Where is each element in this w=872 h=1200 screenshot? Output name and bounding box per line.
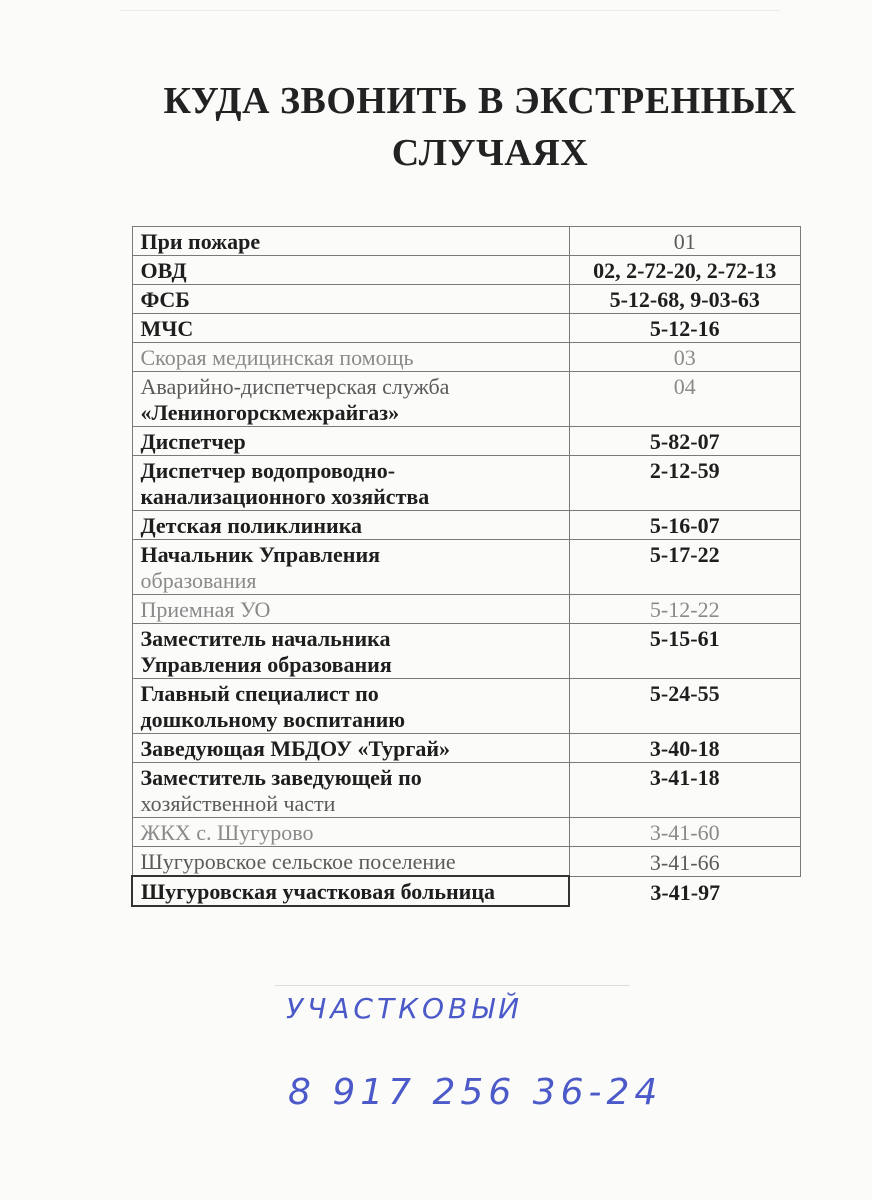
service-name	[132, 511, 569, 540]
phone-number: 5-82-07	[569, 427, 801, 456]
service-name-line: Детская поликлиника	[140, 513, 363, 538]
service-name	[132, 314, 569, 343]
phone-number: 2-12-59	[569, 456, 801, 511]
title-line-2: СЛУЧАЯХ	[391, 132, 589, 174]
service-name	[132, 343, 569, 372]
phone-number: 3-41-18	[569, 763, 801, 818]
service-name	[132, 372, 569, 427]
table-row	[132, 818, 801, 847]
service-name	[132, 734, 569, 763]
service-name-line: Начальник Управления	[140, 542, 381, 567]
table-row	[132, 343, 801, 372]
service-name-line: Заместитель начальника	[140, 626, 391, 651]
service-name-line: образования	[140, 568, 257, 593]
table-row	[132, 763, 801, 818]
table-row	[132, 456, 801, 511]
divider-line	[275, 985, 630, 986]
table-row	[132, 595, 801, 624]
service-name-line: Шугуровское сельское поселение	[140, 849, 456, 874]
service-name-line: ЖКХ с. Шугурово	[140, 820, 314, 845]
table-row	[132, 734, 801, 763]
service-name	[132, 227, 569, 256]
table-row	[132, 679, 801, 734]
page-title	[120, 75, 840, 179]
phone-number: 3-41-60	[569, 818, 801, 847]
handwritten-phone: 8 917 256 36-24	[288, 1072, 663, 1113]
emergency-contacts-table	[131, 226, 801, 907]
service-name-line: канализационного хозяйства	[140, 484, 430, 509]
service-name-line: «Лениногорскмежрайгаз»	[140, 400, 400, 425]
table-row	[132, 876, 801, 906]
phone-number: 5-24-55	[569, 679, 801, 734]
service-name	[132, 624, 569, 679]
phone-number: 04	[569, 372, 801, 427]
service-name	[132, 456, 569, 511]
service-name	[132, 818, 569, 847]
phone-number: 3-41-97	[569, 876, 801, 906]
table-row	[132, 314, 801, 343]
service-name-line: Диспетчер водопроводно-	[140, 458, 396, 483]
service-name-line: Шугуровская участковая больница	[141, 879, 496, 904]
table-row	[132, 511, 801, 540]
table-row	[132, 624, 801, 679]
phone-number: 03	[569, 343, 801, 372]
phone-number: 5-12-68, 9-03-63	[569, 285, 801, 314]
service-name	[132, 595, 569, 624]
service-name	[132, 876, 569, 906]
phone-number: 5-12-16	[569, 314, 801, 343]
service-name-line: Управления образования	[140, 652, 392, 677]
phone-number: 5-12-22	[569, 595, 801, 624]
service-name-line: Аварийно-диспетчерская служба	[140, 374, 450, 399]
service-name	[132, 540, 569, 595]
service-name-line: дошкольному воспитанию	[140, 707, 406, 732]
service-name-line: При пожаре	[140, 229, 261, 254]
phone-number: 01	[569, 227, 801, 256]
service-name-line: хозяйственной части	[140, 791, 336, 816]
service-name-line: Заведующая МБДОУ «Тургай»	[140, 736, 450, 761]
phone-number: 3-41-66	[569, 847, 801, 877]
service-name-line: ФСБ	[140, 287, 190, 312]
table-row	[132, 256, 801, 285]
service-name-line: ОВД	[140, 258, 187, 283]
service-name-line: Заместитель заведующей по	[140, 765, 422, 790]
scan-artifact-top	[120, 10, 780, 11]
table-row	[132, 427, 801, 456]
phone-number: 3-40-18	[569, 734, 801, 763]
service-name-line: МЧС	[140, 316, 194, 341]
handwritten-label: УЧАСТКОВЫЙ	[286, 992, 524, 1025]
service-name	[132, 285, 569, 314]
service-name-line: Главный специалист по	[140, 681, 379, 706]
service-name-line: Скорая медицинская помощь	[140, 345, 414, 370]
service-name	[132, 763, 569, 818]
table-row	[132, 285, 801, 314]
phone-number: 5-16-07	[569, 511, 801, 540]
phone-number: 5-17-22	[569, 540, 801, 595]
table-row	[132, 372, 801, 427]
phone-number: 5-15-61	[569, 624, 801, 679]
service-name-line: Приемная УО	[140, 597, 271, 622]
phone-number: 02, 2-72-20, 2-72-13	[569, 256, 801, 285]
service-name	[132, 847, 569, 877]
service-name-line: Диспетчер	[140, 429, 246, 454]
service-name	[132, 679, 569, 734]
title-line-1: КУДА ЗВОНИТЬ В ЭКСТРЕННЫХ	[163, 80, 797, 122]
service-name	[132, 427, 569, 456]
table-row	[132, 847, 801, 877]
table-row	[132, 540, 801, 595]
service-name	[132, 256, 569, 285]
table-row	[132, 227, 801, 256]
